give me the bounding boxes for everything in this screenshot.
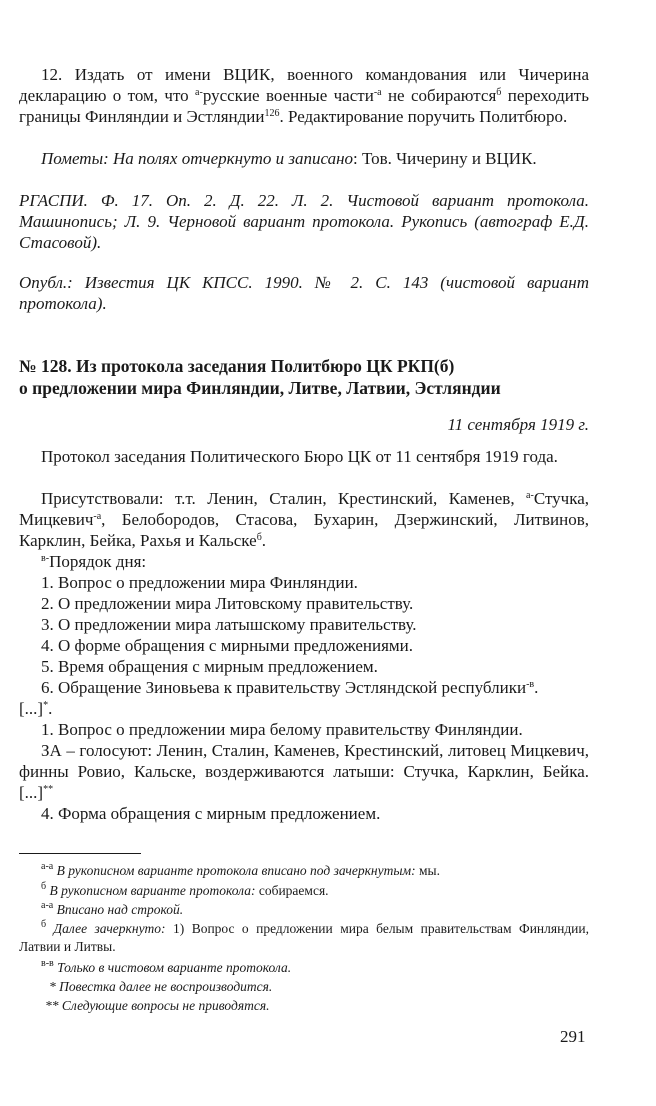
footnote: $^{в-в}$ Только в чистовом варианте протокола.	[41, 958, 292, 975]
publication-reference: Опубл.: Известия ЦК КПСС. 1990. № 2. С. 143 (чистовой вариант протокола).	[19, 273, 589, 313]
heading-line: о предложении мира Финляндии, Литве, Латвии, Эстляндии	[19, 378, 501, 398]
footnote: $^{а-а}$ Вписано над строкой.	[41, 900, 184, 917]
question-4: 4. Форма обращения с мирным предложением.	[41, 804, 381, 823]
page-number: 291	[560, 1027, 586, 1046]
agenda-item: 1. Вопрос о предложении мира Финляндии.	[41, 573, 358, 592]
agenda-item: 2. О предложении мира Литовскому правительству.	[41, 594, 414, 613]
footnote-marker: -а	[373, 87, 382, 98]
agenda-item: 5. Время обращения с мирным предложением.	[41, 657, 378, 676]
question-1: 1. Вопрос о предложении мира белому правительству Финляндии.	[41, 720, 523, 739]
omission-mark: [...]*.	[19, 699, 53, 718]
footnote-marker: а-	[526, 490, 534, 501]
footnote: * Повестка далее не воспроизводится.	[49, 979, 273, 994]
footnote: $^{а-а}$ В рукописном варианте протокола вписано под зачеркнутым: мы.	[41, 861, 440, 878]
paragraph-point-12: 12. Издать от имени ВЦИК, военного командования или Чичерина декларацию о том, что $^{а-}$русские военные части$^{-а}$ не собираются$^б$ переходить границы Финляндии и Эстляндии$^{126}$. Редактирование поручить Политбюро.	[19, 65, 589, 126]
attendees-paragraph: Присутствовали: т.т. Ленин, Сталин, Крестинский, Каменев, $^{а-}$Стучка, Мицкевич$^{-а}$, Белобородов, Стасова, Бухарин, Дзержинский, Литвинов, Карклин, Бейка, Рахья и Кальске$^б$.	[19, 489, 589, 550]
agenda-item: 4. О форме обращения с мирными предложениями.	[41, 636, 414, 655]
footnote: ** Следующие вопросы не приводятся.	[45, 998, 270, 1013]
footnote-marker: -в	[526, 679, 535, 690]
footnote-marker: б	[256, 532, 262, 543]
footnote-marker: **	[43, 784, 54, 795]
footnote-marker: 126	[264, 108, 280, 119]
footnote-marker: -а	[93, 511, 102, 522]
document-heading	[19, 355, 599, 399]
footnote: $^б$ В рукописном варианте протокола: собираемся.	[41, 881, 329, 898]
footnote-divider	[19, 853, 141, 854]
agenda-title: $^{в-}$Порядок дня:	[41, 552, 147, 571]
footnote: $^б$ Далее зачеркнуто: 1) Вопрос о предложении мира белым правительствам Финляндии, Латвии и Литвы.	[19, 919, 590, 954]
vote-paragraph: ЗА – голосуют: Ленин, Сталин, Каменев, Крестинский, литовец Мицкевич, финны Ровио, Кальске, воздерживаются латыши: Стучка, Карклин, Бейка. [...]**	[19, 741, 589, 802]
archive-reference: РГАСПИ. Ф. 17. Оп. 2. Д. 22. Л. 2. Чистовой вариант протокола. Машинопись; Л. 9. Черновой вариант протокола. Рукопись (автограф Е.Д. Стасовой).	[19, 191, 589, 252]
heading-line: № 128. Из протокола заседания Политбюро ЦК РКП(б)	[19, 356, 455, 376]
agenda-item: 3. О предложении мира латышскому правительству.	[41, 615, 417, 634]
marks-note: Пометы: На полях отчеркнуто и записано: Тов. Чичерину и ВЦИК.	[41, 149, 537, 168]
footnote-marker: *	[43, 700, 49, 711]
footnote-marker: б	[496, 87, 502, 98]
protocol-title: Протокол заседания Политического Бюро ЦК от 11 сентября 1919 года.	[41, 447, 558, 466]
footnote-marker: а-	[195, 87, 203, 98]
document-date: 11 сентября 1919 г.	[447, 415, 589, 434]
footnote-marker: в-	[41, 553, 50, 564]
agenda-item: 6. Обращение Зиновьева к правительству Эстляндской республики$^{-в}$.	[41, 678, 539, 697]
